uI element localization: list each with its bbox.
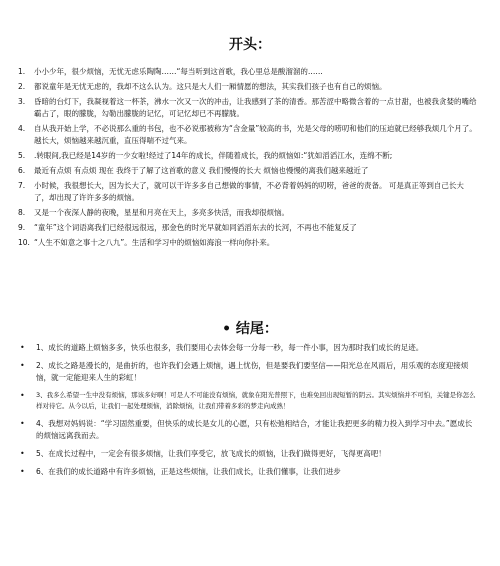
opening-heading: 开头：	[229, 37, 271, 53]
item-number: 3.	[18, 97, 26, 106]
list-item	[18, 466, 478, 478]
item-text: 又是一个夜深人静的夜晚，星星和月亮在天上，多亮多快活，而我却很烦恼。	[34, 208, 289, 217]
item-text: 小时候，我很想长大，因为长大了，就可以干许多多自己想做的事情，不必背着妈妈的叨唠，爸爸的责备。 可是真正等到自己长大了，却出现了许许多多的烦恼。	[34, 181, 464, 202]
list-item	[18, 180, 478, 204]
bullet-icon: •	[20, 361, 25, 370]
closing-list	[18, 342, 478, 484]
closing-heading	[0, 318, 500, 338]
bullet-icon: •	[20, 449, 25, 458]
bullet-icon: •	[20, 343, 25, 352]
item-text: 6、在我们的成长道路中有许多烦恼，正是这些烦恼，让我们成长，让我们懂事，让我们进步	[36, 467, 341, 476]
item-text: 自从我开始上学，不必说那么重的书包，也不必说那被称为“含金量”较高的书，光是父母的唠叨和他们的压迫就已经够我烦几个月了。越长大，烦恼越来越沉重，直压得喘不过气来。	[34, 124, 477, 145]
list-item	[18, 237, 478, 249]
item-text: 3、我多么希望一生中没有烦恼，那该多好啊！可是人不可能没有烦恼，就象在阳光普照下，也难免回出现短暂的阴云。其实烦恼并不可怕，关键是你怎么样对待它。从今以后，让我们一起处理烦恼，消除烦恼，让我们带着多彩的梦走向成熟！	[36, 391, 476, 410]
item-number: 10.	[18, 238, 30, 247]
item-text: “童年”这个词语离我们已经很远很远，那金色的时光早就如同滔滔东去的长河，不再也不能复反了	[34, 223, 357, 232]
item-text: 2、成长之路是漫长的，是曲折的，也许我们会遇上烦恼，遇上忧伤，但是要我们要坚信——阳光总在风雨后，用乐观的态度迎接烦恼，就一定能迎来人生的彩虹！	[36, 361, 469, 382]
list-item	[18, 123, 478, 147]
item-number: 1.	[18, 67, 26, 76]
item-text: 最近有点烦 有点烦 现在 我终于了解了这首歌的意义 我们慢慢的长大 烦恼也慢慢的离我们越来越近了	[34, 166, 369, 175]
bullet-icon: •	[20, 391, 25, 400]
item-text: 昏暗的台灯下，我凝视着这一杯茶，沸水一次又一次的冲击，让我感到了茶的清香。那苦涩中略微含着的一点甘甜，也被我贪婪的嘴给霸占了，眼的朦胧，勾勒出朦胧的记忆，可记忆却已不再朦胧。	[34, 97, 477, 118]
item-text: “人生不如意之事十之八九”。生活和学习中的烦恼如海浪一样向你扑来。	[34, 238, 275, 247]
item-number: 9.	[18, 223, 26, 232]
item-number: 2.	[18, 82, 26, 91]
list-item	[18, 150, 478, 162]
bullet-icon: •	[222, 321, 236, 337]
list-item	[18, 390, 478, 412]
item-number: 7.	[18, 181, 26, 190]
list-item	[18, 96, 478, 120]
opening-list	[18, 66, 478, 252]
item-text: 1、成长的道路上烦恼多多，快乐也很多，我们要用心去体会每一分每一秒，每一件小事，因为那时我们成长的足迹。	[36, 343, 424, 352]
list-item	[18, 81, 478, 93]
item-number: 6.	[18, 166, 26, 175]
closing-heading-text: 结尾：	[235, 321, 278, 337]
item-text: 4、我想对妈妈说：“学习固然重要，但快乐的成长是女儿的心愿，只有松弛相结合，才能让我把更多的精力投入到学习中去。”愿成长的烦恼远离我而去。	[36, 419, 473, 440]
list-item	[18, 418, 478, 442]
list-item	[18, 66, 478, 78]
list-item	[18, 165, 478, 177]
list-item	[18, 360, 478, 384]
item-number: 5.	[18, 151, 26, 160]
list-item	[18, 342, 478, 354]
list-item	[18, 207, 478, 219]
item-text: 小小少年，很少烦恼，无忧无虑乐陶陶……“每当听到这首歌，我心里总是酸溜溜的……	[34, 67, 323, 76]
item-text: .转眼间,我已经是14岁的一少女啦!经过了14年的成长，伴随着成长，我的烦恼如:“犹如滔滔江水，连绵不断;	[34, 151, 393, 160]
list-item	[18, 222, 478, 234]
item-number: 4.	[18, 124, 26, 133]
item-text: 5、在成长过程中，一定会有很多烦恼，让我们享受它，放飞成长的烦恼，让我们做得更好，飞得更高吧！	[36, 449, 386, 458]
list-item	[18, 448, 478, 460]
item-text: 都说童年是无忧无虑的，我却不这么认为。这只是大人们一厢情愿的想法，其实我们孩子也有自己的烦恼。	[34, 82, 387, 91]
bullet-icon: •	[20, 419, 25, 428]
item-number: 8.	[18, 208, 26, 217]
bullet-icon: •	[20, 467, 25, 476]
